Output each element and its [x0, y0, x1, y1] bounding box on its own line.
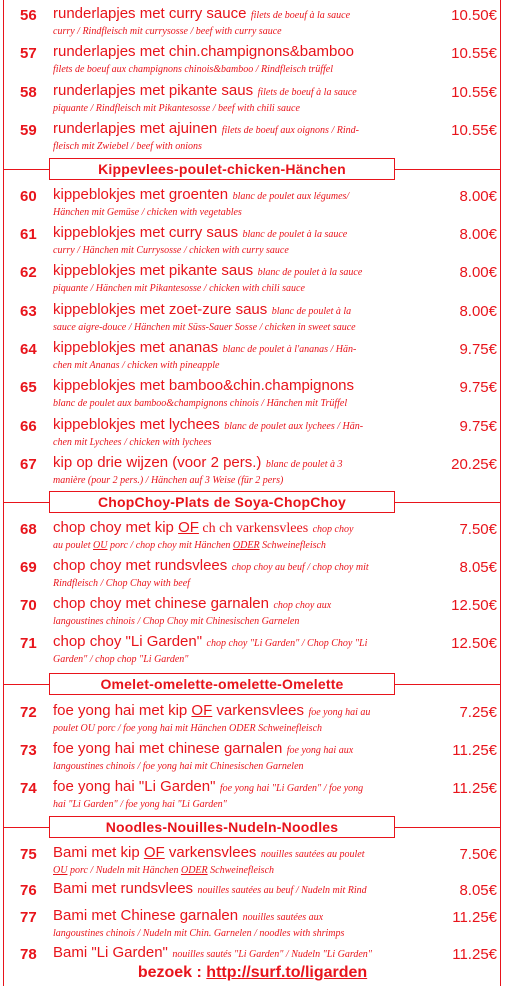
item-number: 64: [20, 341, 37, 358]
item-translation: nouilles sautées au beuf / Nudeln mit Rind: [197, 885, 367, 896]
item-price: 8.00€: [459, 188, 497, 205]
item-translation: chop choy: [312, 524, 354, 535]
item-translation-cont: sauce aigre-douce / Hänchen mit Süss-Sauer Sosse / chicken in sweet sauce: [53, 322, 356, 333]
item-name: runderlapjes met curry sauce: [53, 5, 247, 22]
item-name: kippeblokjes met ananas: [53, 339, 219, 356]
item-name: foe yong hai met chinese garnalen: [53, 740, 283, 757]
item-price: 10.50€: [451, 7, 497, 24]
item-number: 70: [20, 597, 37, 614]
item-number: 74: [20, 780, 37, 797]
item-translation: filets de boeuf à la sauce: [250, 10, 351, 21]
item-name: chop choy met rundsvlees: [53, 557, 228, 574]
item-price: 10.55€: [451, 122, 497, 139]
item-price: 9.75€: [459, 379, 497, 396]
item-price: 10.55€: [451, 45, 497, 62]
item-translation: blanc de poulet aux lychees / Hän-: [224, 421, 364, 432]
item-translation: foe yong hai "Li Garden" / foe yong: [219, 783, 364, 794]
item-translation-cont: Schweinefleisch: [207, 865, 275, 876]
item-number: 61: [20, 226, 37, 243]
item-translation-cont: poulet OU porc / foe yong hai mit Hänchen ODER Schweinefleisch: [53, 723, 323, 734]
item-translation-cont: curry / Rindfleisch mit currysosse / beef with curry sauce: [53, 26, 282, 37]
item-number: 77: [20, 909, 37, 926]
item-price: 11.25€: [452, 946, 497, 963]
item-translation-cont: porc / chop choy mit Hänchen: [107, 540, 233, 551]
or-label: OF: [178, 519, 199, 536]
item-price: 11.25€: [452, 909, 497, 926]
item-translation: nouilles sautées au poulet: [260, 849, 365, 860]
item-translation: blanc de poulet à la sauce: [257, 267, 363, 278]
section-header-noodles: Noodles-Nouilles-Nudeln-Noodles: [49, 816, 395, 838]
or-label: OF: [191, 702, 213, 719]
item-name: chop choy met kip: [53, 519, 179, 536]
or-label: OU: [53, 865, 68, 876]
item-name: Bami "Li Garden": [53, 944, 168, 961]
item-number: 56: [20, 7, 37, 24]
item-name: foe yong hai met kip: [53, 702, 192, 719]
item-translation: blanc de poulet à la sauce: [242, 229, 348, 240]
item-translation: blanc de poulet aux légumes/: [232, 191, 350, 202]
item-number: 68: [20, 521, 37, 538]
item-number: 75: [20, 846, 37, 863]
item-name: foe yong hai "Li Garden": [53, 778, 216, 795]
item-translation-cont: Hänchen mit Gemüse / chicken with vegetables: [53, 207, 242, 218]
item-name: kippeblokjes met bamboo&chin.champignons: [53, 377, 355, 394]
item-number: 72: [20, 704, 37, 721]
item-name: Bami met Chinese garnalen: [53, 907, 239, 924]
item-translation-cont: piquante / Hänchen mit Pikantesosse / chicken with chili sauce: [53, 283, 305, 294]
item-translation-cont: piquante / Rindfleisch mit Pikantesosse / beef with chili sauce: [53, 103, 300, 114]
item-translation-cont: chen mit Lychees / chicken with lychees: [53, 437, 212, 448]
item-name: chop choy "Li Garden": [53, 633, 203, 650]
item-price: 7.50€: [459, 846, 497, 863]
item-translation-cont: chen mit Ananas / chicken with pineapple: [53, 360, 220, 371]
item-translation-cont: Garden" / chop chop "Li Garden": [53, 654, 189, 665]
item-number: 73: [20, 742, 37, 759]
item-number: 57: [20, 45, 37, 62]
item-name: runderlapjes met chin.champignons&bamboo: [53, 43, 355, 60]
item-translation: nouilles sautés "Li Garden" / Nudeln "Li Garden": [172, 949, 372, 960]
item-translation: blanc de poulet aux bamboo&champignons chinois / Hänchen mit Trüffel: [53, 398, 348, 409]
item-translation: nouilles sautées aux: [242, 912, 324, 923]
or-label: ODER: [180, 865, 208, 876]
item-translation-cont: langoustines chinois / foe yong hai mit Chinesischen Garnelen: [53, 761, 304, 772]
item-translation: blanc de poulet à l'ananas / Hän-: [222, 344, 357, 355]
item-number: 69: [20, 559, 37, 576]
item-name: chop choy met chinese garnalen: [53, 595, 269, 612]
item-name: kippeblokjes met zoet-zure saus: [53, 301, 268, 318]
item-number: 59: [20, 122, 37, 139]
item-number: 67: [20, 456, 37, 473]
item-number: 58: [20, 84, 37, 101]
item-translation: chop choy aux: [273, 600, 332, 611]
section-header-chopchoy: ChopChoy-Plats de Soya-ChopChoy: [49, 491, 395, 513]
item-name: kip op drie wijzen (voor 2 pers.): [53, 454, 262, 471]
item-name: Bami met kip: [53, 844, 144, 861]
item-translation: chop choy "Li Garden" / Chop Choy "Li: [206, 638, 368, 649]
item-price: 9.75€: [459, 418, 497, 435]
item-translation-cont: Schweinefleisch: [259, 540, 326, 551]
item-number: 63: [20, 303, 37, 320]
item-name: kippeblokjes met lychees: [53, 416, 220, 433]
item-name-cont: varkensvlees: [212, 702, 304, 719]
item-translation: blanc de poulet à 3: [265, 459, 343, 470]
item-name: runderlapjes met pikante saus: [53, 82, 254, 99]
item-number: 62: [20, 264, 37, 281]
footer-label: bezoek :: [137, 964, 207, 981]
item-translation-cont: manière (pour 2 pers.) / Hänchen auf 3 Weise (für 2 pers): [53, 475, 284, 486]
item-price: 11.25€: [452, 780, 497, 797]
item-translation: foe yong hai aux: [286, 745, 354, 756]
item-price: 7.50€: [459, 521, 497, 538]
item-price: 12.50€: [451, 635, 497, 652]
item-translation: filets de boeuf aux champignons chinois&bamboo / Rindfleisch trüffel: [53, 64, 333, 75]
item-number: 76: [20, 882, 37, 899]
item-translation-cont: Rindfleisch / Chop Chay with beef: [53, 578, 190, 589]
item-number: 71: [20, 635, 37, 652]
item-translation-cont: langoustines chinois / Nudeln mit Chin. Garnelen / noodles with shrimps: [53, 928, 345, 939]
item-number: 65: [20, 379, 37, 396]
item-name-cont: ch ch varkensvlees: [198, 521, 309, 536]
item-price: 10.55€: [451, 84, 497, 101]
item-translation: chop choy au beuf / chop choy mit: [231, 562, 369, 573]
item-price: 12.50€: [451, 597, 497, 614]
or-label: OF: [143, 844, 165, 861]
item-translation: filets de boeuf à la sauce: [257, 87, 357, 98]
item-translation-cont: curry / Hänchen mit Currysosse / chicken with curry sauce: [53, 245, 289, 256]
website-link[interactable]: http://surf.to/ligarden: [206, 964, 368, 981]
item-translation: filets de boeuf aux oignons / Rind-: [221, 125, 359, 136]
item-translation-cont: hai "Li Garden" / foe yong hai "Li Garden": [53, 799, 227, 810]
item-translation-cont: fleisch mit Zwiebel / beef with onions: [53, 141, 202, 152]
item-price: 8.00€: [459, 303, 497, 320]
footer: [0, 964, 505, 982]
item-translation: foe yong hai au: [308, 707, 371, 718]
item-price: 7.25€: [459, 704, 497, 721]
item-name: runderlapjes met ajuinen: [53, 120, 218, 137]
item-number: 60: [20, 188, 37, 205]
item-translation: blanc de poulet à la: [271, 306, 352, 317]
item-translation-cont: au poulet: [53, 540, 93, 551]
item-name: kippeblokjes met pikante saus: [53, 262, 254, 279]
or-label: ODER: [232, 540, 260, 551]
item-price: 11.25€: [452, 742, 497, 759]
item-name: Bami met rundsvlees: [53, 880, 194, 897]
item-price: 8.00€: [459, 264, 497, 281]
item-price: 20.25€: [451, 456, 497, 473]
or-label: OU: [93, 540, 108, 551]
item-number: 78: [20, 946, 37, 963]
section-header-omelet: Omelet-omelette-omelette-Omelette: [49, 673, 395, 695]
item-name: kippeblokjes met curry saus: [53, 224, 239, 241]
section-header-chicken: Kippevlees-poulet-chicken-Hänchen: [49, 158, 395, 180]
item-translation-cont: porc / Nudeln mit Hänchen: [67, 865, 181, 876]
item-translation-cont: langoustines chinois / Chop Choy mit Chinesischen Garnelen: [53, 616, 300, 627]
item-price: 8.05€: [459, 882, 497, 899]
item-name: kippeblokjes met groenten: [53, 186, 229, 203]
item-price: 8.00€: [459, 226, 497, 243]
item-price: 8.05€: [459, 559, 497, 576]
item-price: 9.75€: [459, 341, 497, 358]
item-name-cont: varkensvlees: [164, 844, 257, 861]
item-number: 66: [20, 418, 37, 435]
